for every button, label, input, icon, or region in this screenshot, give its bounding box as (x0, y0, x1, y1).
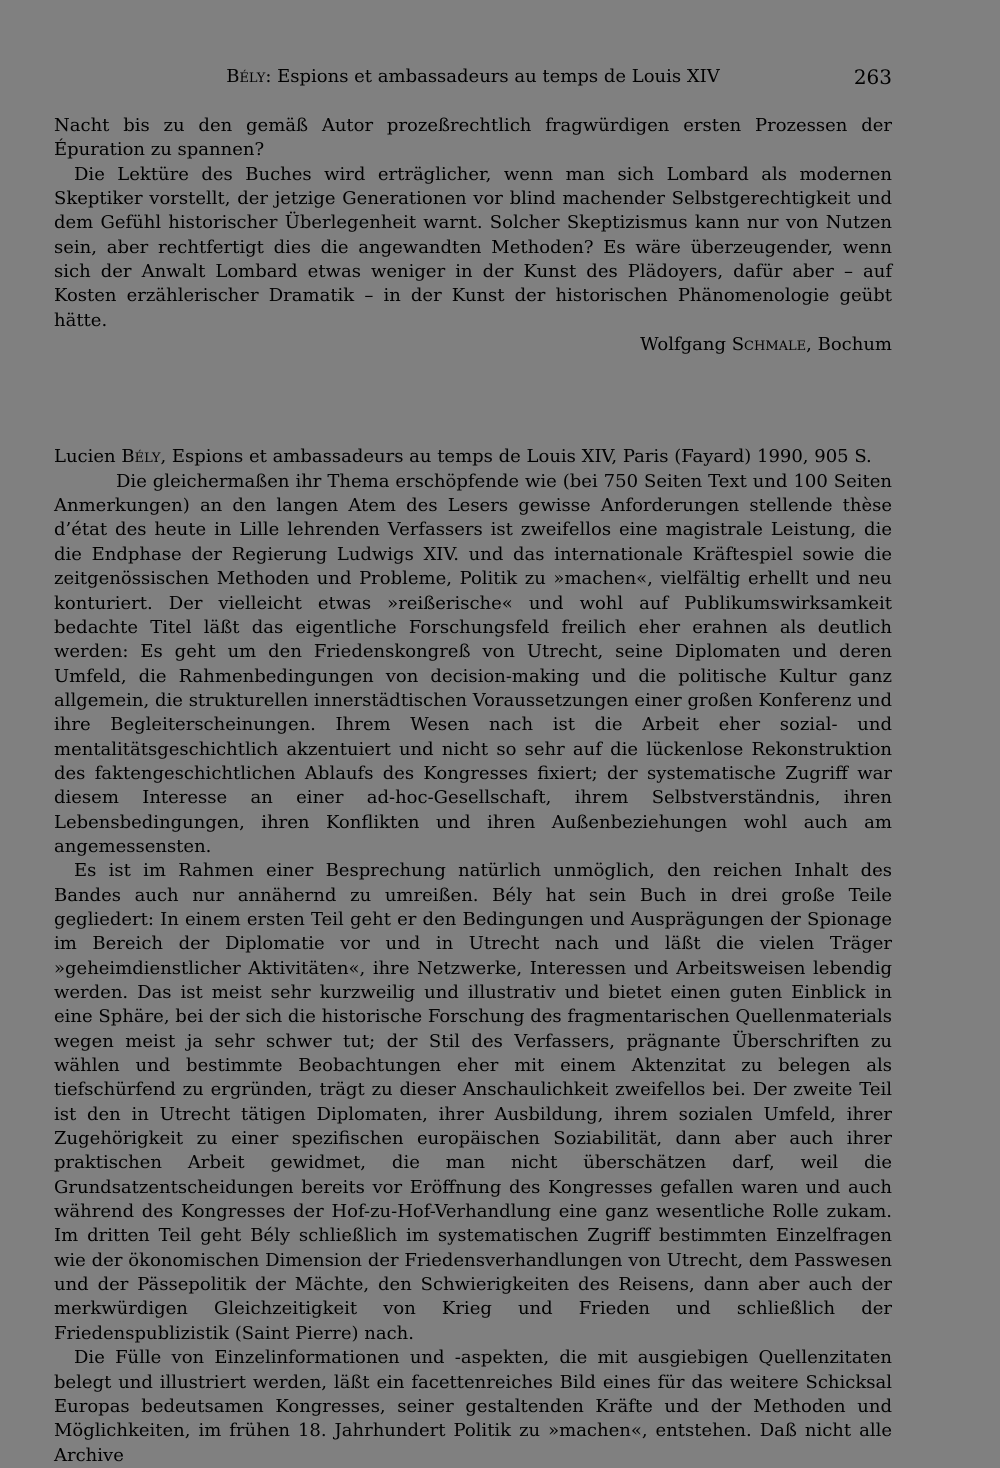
citation-author: Bély (121, 446, 161, 468)
previous-review-paragraph-1: Nacht bis zu den gemäß Autor prozeßrechtlich fragwürdigen ersten Prozessen der Épuration zu spannen? (54, 115, 892, 161)
review-paragraph-3: Die Fülle von Einzelinformationen und -aspekten, die mit ausgiebigen Quellenzitaten belegt und illustriert werden, läßt ein facettenreiches Bild eines für das weitere Schicksal Europas bedeutsamen Kongresses, seiner gestaltenden Kräfte und der Methoden und Möglichkeiten, im frühen 18. Jahrhundert Politik zu »machen«, entstehen. Daß nicht alle Archive (54, 1347, 892, 1466)
running-head (54, 62, 892, 92)
body-text (54, 114, 892, 1468)
review-paragraph-2: Es ist im Rahmen einer Besprechung natürlich unmöglich, den reichen Inhalt des Bandes auch nur annähernd zu umreißen. Bély hat sein Buch in drei große Teile gegliedert: In einem ersten Teil geht er den Bedingungen und Ausprägungen der Spionage im Bereich der Diplomatie vor und in Utrecht nach und läßt die vielen Träger »geheimdienstlicher Aktivitäten«, ihre Netzwerke, Interessen und Arbeitsweisen lebendig werden. Das ist meist sehr kurzweilig und illustrativ und bietet einen guten Einblick in eine Sphäre, bei der sich die historische Forschung des fragmentarischen Quellenmaterials wegen meist ja sehr schwer tut; der Stil des Verfassers, prägnante Überschriften zu wählen und bestimmte Beobachtungen eher mit einem Aktenzitat zu belegen als tiefschürfend zu ergründen, trägt zu dieser Anschaulichkeit zweifellos bei. Der zweite Teil ist den in Utrecht tätigen Diplomaten, ihrer Ausbildung, ihrem sozialen Umfeld, ihrer Zugehörigkeit zu einer spezifischen europäischen Soziabilität, dann aber auch ihrer praktischen Arbeit gewidmet, die man nicht überschätzen darf, weil die Grundsatzentscheidungen bereits vor Eröffnung des Kongresses gefallen waren und auch während des Kongresses der Hof-zu-Hof-Verhandlung eine ganz wesentliche Rolle zukam. Im dritten Teil geht Bély schließlich im systematischen Zugriff bestimmten Einzelfragen wie der ökonomischen Dimension der Friedensverhandlungen von Utrecht, dem Passwesen und der Pässepolitik der Mächte, den Schwierigkeiten des Reisens, dann aber auch der merkwürdigen Gleichzeitigkeit von Krieg und Frieden und schließlich der Friedenspublizistik (Saint Pierre) nach. (54, 860, 892, 1344)
running-title-author: Bély (226, 66, 266, 87)
review-citation (54, 445, 892, 469)
page-number: 263 (853, 65, 892, 89)
running-title-text: : Espions et ambassadeurs au temps de Louis XIV (265, 66, 720, 87)
journal-page (54, 56, 892, 1466)
reviewer-last-name: Schmale (731, 334, 807, 356)
citation-details: , Espions et ambassadeurs au temps de Louis XIV, Paris (Fayard) 1990, 905 S. (160, 446, 872, 468)
reviewer-first-name: Wolfgang (640, 334, 732, 356)
reviewer-place: , Bochum (806, 334, 892, 356)
review-paragraph-1: Die gleichermaßen ihr Thema erschöpfende wie (bei 750 Seiten Text und 100 Seiten Anmerkungen) an den langen Atem des Lesers gewisse Anforderungen stellende thèse d’état des heute in Lille lehrenden Verfassers ist zweifellos eine magistrale Leistung, die die Endphase der Regierung Ludwigs XIV. und das internationale Kräftespiel sowie die zeitgenössischen Methoden und Probleme, Politik zu »machen«, vielfältig erhellt und neu konturiert. Der vielleicht etwas »reißerische« und wohl auf Publikumswirksamkeit bedachte Titel läßt das eigentliche Forschungsfeld freilich eher erahnen als deutlich werden: Es geht um den Friedenskongreß von Utrecht, seine Diplomaten und deren Umfeld, die Rahmenbedingungen von decision-making und die politische Kultur ganz allgemein, die strukturellen innerstädtischen Voraussetzungen einer großen Konferenz und ihre Begleiterscheinungen. Ihrem Wesen nach ist die Arbeit eher sozial- und mentalitätsgeschichtlich akzentuiert und nicht so sehr auf die lückenlose Rekonstruktion des faktengeschichtlichen Ablaufs des Kongresses fixiert; der systematische Zugriff war diesem Interesse an einer ad-hoc-Gesellschaft, ihrem Selbstverständnis, ihren Lebensbedingungen, ihren Konflikten und ihren Außenbeziehungen wohl auch am angemessensten. (54, 470, 892, 857)
reviewer-signature (54, 333, 892, 357)
running-title (54, 62, 892, 92)
citation-first-name: Lucien (54, 446, 122, 468)
previous-review-paragraph-2: Die Lektüre des Buches wird erträglicher, wenn man sich Lombard als modernen Skeptiker vorstellt, der jetzige Generationen vor blind machender Selbstgerechtigkeit und dem Gefühl historischer Überlegenheit warnt. Solcher Skeptizismus kann nur von Nutzen sein, aber rechtfertigt dies die angewandten Methoden? Es wäre überzeugender, wenn sich der Anwalt Lombard etwas weniger in der Kunst des Plädoyers, dafür aber – auf Kosten erzählerischer Dramatik – in der Kunst der historischen Phänomenologie geübt hätte. (54, 163, 892, 331)
